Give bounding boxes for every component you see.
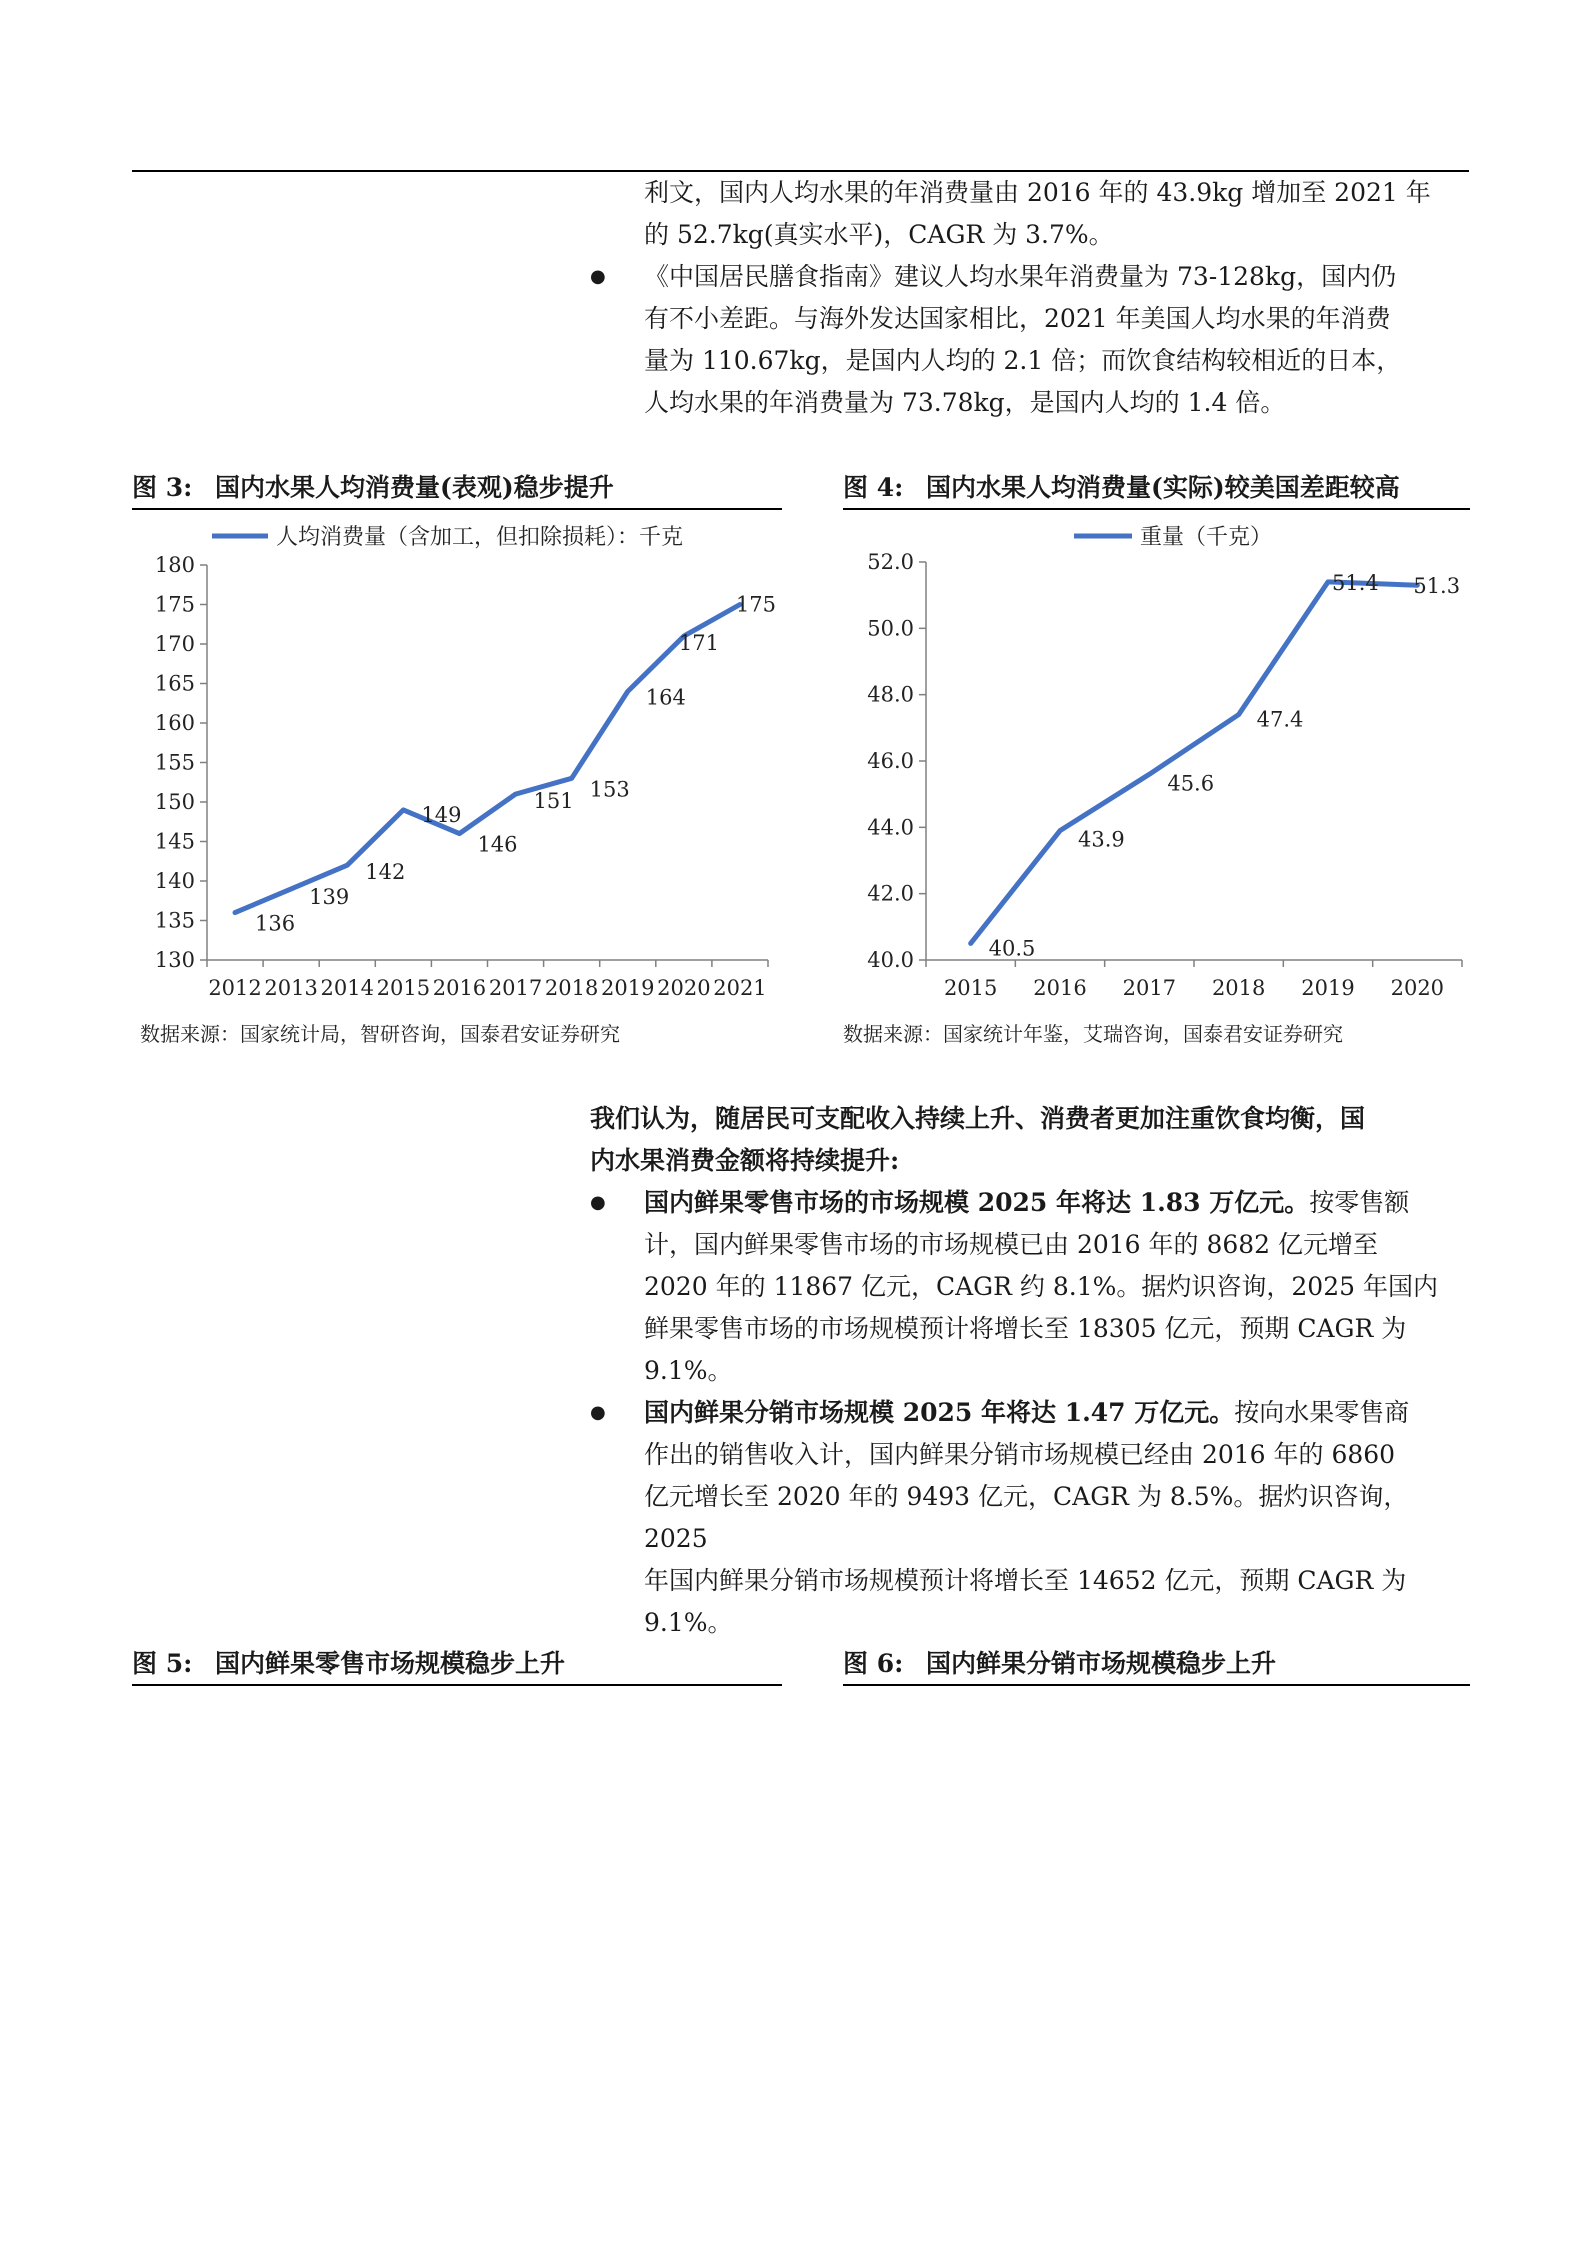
figure-6-title xyxy=(843,1646,1470,1686)
distribution-line-2: 作出的销售收入计，国内鲜果分销市场规模已经由 2016 年的 6860 xyxy=(644,1440,1396,1469)
figure-4-heading: 国内水果人均消费量(实际)较美国差距较高 xyxy=(926,473,1400,502)
data-label: 47.4 xyxy=(1256,707,1304,732)
y-tick-label: 48.0 xyxy=(867,682,914,707)
x-tick-label: 2018 xyxy=(1211,976,1266,1000)
data-label: 149 xyxy=(421,802,462,827)
data-label: 171 xyxy=(678,631,719,656)
retail-first-rest: 按零售额 xyxy=(1309,1188,1410,1217)
x-tick-label: 2017 xyxy=(488,976,543,1000)
y-tick-label: 140 xyxy=(154,869,195,893)
x-tick-label: 2016 xyxy=(1033,976,1087,1000)
distribution-line-5: 9.1%。 xyxy=(644,1608,733,1637)
x-tick-label: 2017 xyxy=(1122,976,1177,1000)
data-label: 146 xyxy=(477,832,518,857)
retail-line-5: 9.1%。 xyxy=(644,1356,733,1385)
intro-line-1: 利文，国内人均水果的年消费量由 2016 年的 43.9kg 增加至 2021 年 xyxy=(644,178,1431,207)
chart-fig4 xyxy=(826,512,1470,1010)
data-label: 45.6 xyxy=(1167,771,1215,796)
figure-3-title xyxy=(132,470,782,510)
figure-3-heading: 国内水果人均消费量(表观)稳步提升 xyxy=(215,473,614,502)
y-tick-label: 52.0 xyxy=(867,550,914,574)
figure-3-source: 数据来源：国家统计局，智研咨询，国泰君安证券研究 xyxy=(140,1022,620,1046)
distribution-first-rest: 按向水果零售商 xyxy=(1234,1398,1410,1427)
bullet-dot: ● xyxy=(590,1402,606,1423)
figure-5-title xyxy=(132,1646,782,1686)
y-tick-label: 130 xyxy=(154,948,195,972)
x-tick-label: 2016 xyxy=(432,976,487,1000)
bullet-dot: ● xyxy=(590,1192,606,1213)
x-tick-label: 2019 xyxy=(1301,976,1355,1000)
distribution-line-4: 年国内鲜果分销市场规模预计将增长至 14652 亿元，预期 CAGR 为 xyxy=(644,1566,1407,1595)
figure-5-label: 图 5: xyxy=(132,1649,193,1678)
x-tick-label: 2015 xyxy=(943,976,998,1000)
retail-line-1 xyxy=(644,1182,1470,1224)
x-tick-label: 2015 xyxy=(376,976,431,1000)
data-label: 43.9 xyxy=(1078,827,1125,852)
y-tick-label: 50.0 xyxy=(867,616,914,641)
data-label: 51.3 xyxy=(1413,574,1461,599)
distribution-bold: 国内鲜果分销市场规模 2025 年将达 1.47 万亿元。 xyxy=(644,1398,1235,1427)
x-tick-label: 2018 xyxy=(544,976,599,1000)
y-tick-label: 160 xyxy=(154,711,195,735)
data-label: 151 xyxy=(533,789,574,814)
figure-5-heading: 国内鲜果零售市场规模稳步上升 xyxy=(215,1649,566,1678)
x-tick-label: 2014 xyxy=(320,976,374,1000)
x-tick-label: 2013 xyxy=(264,976,318,1000)
conclusion-lead-2: 内水果消费金额将持续提升: xyxy=(590,1146,900,1175)
intro-bullet-line-1: 《中国居民膳食指南》建议人均水果年消费量为 73-128kg，国内仍 xyxy=(644,262,1397,291)
legend xyxy=(212,525,683,550)
y-tick-label: 150 xyxy=(154,790,195,814)
data-label: 51.4 xyxy=(1332,570,1379,595)
y-tick-label: 165 xyxy=(154,671,195,696)
x-tick-label: 2012 xyxy=(208,976,262,1000)
intro-bullet-line-3: 量为 110.67kg，是国内人均的 2.1 倍；而饮食结构较相近的日本， xyxy=(644,346,1402,375)
figure-6-heading: 国内鲜果分销市场规模稳步上升 xyxy=(926,1649,1277,1678)
x-tick-label: 2020 xyxy=(657,976,711,1000)
y-tick-label: 170 xyxy=(154,632,195,656)
y-tick-label: 180 xyxy=(154,553,195,577)
distribution-bullet xyxy=(590,1392,1470,1644)
intro-bullet-line-2: 有不小差距。与海外发达国家相比，2021 年美国人均水果的年消费 xyxy=(644,304,1391,333)
data-label: 139 xyxy=(309,884,350,909)
y-tick-label: 145 xyxy=(154,829,195,854)
intro-text xyxy=(590,172,1470,424)
conclusion-lead-1: 我们认为，随居民可支配收入持续上升、消费者更加注重饮食均衡，国 xyxy=(590,1104,1366,1133)
figure-4-title xyxy=(843,470,1470,510)
data-label: 142 xyxy=(365,860,406,885)
legend-label: 重量（千克） xyxy=(1140,525,1273,550)
figure-4-source: 数据来源：国家统计年鉴，艾瑞咨询，国泰君安证券研究 xyxy=(843,1022,1343,1046)
figure-4-label: 图 4: xyxy=(843,473,904,502)
x-tick-label: 2020 xyxy=(1390,976,1445,1000)
figure-6-label: 图 6: xyxy=(843,1649,904,1678)
data-label: 153 xyxy=(589,777,630,802)
intro-bullet-line-4: 人均水果的年消费量为 73.78kg，是国内人均的 1.4 倍。 xyxy=(644,388,1286,417)
intro-bullet xyxy=(590,256,1470,424)
y-tick-label: 155 xyxy=(154,750,195,775)
y-tick-label: 44.0 xyxy=(867,815,914,840)
series-line xyxy=(235,605,740,913)
distribution-line-3: 亿元增长至 2020 年的 9493 亿元，CAGR 为 8.5%。据灼识咨询，2025 xyxy=(644,1482,1409,1553)
legend-label: 人均消费量（含加工，但扣除损耗）：千克 xyxy=(276,525,684,550)
y-tick-label: 175 xyxy=(154,592,195,617)
y-tick-label: 40.0 xyxy=(867,948,914,972)
x-tick-label: 2019 xyxy=(601,976,655,1000)
legend xyxy=(1074,525,1272,550)
intro-line-2: 的 52.7kg(真实水平)，CAGR 为 3.7%。 xyxy=(644,220,1114,249)
data-label: 136 xyxy=(255,911,296,936)
y-tick-label: 42.0 xyxy=(867,881,914,906)
data-label: 175 xyxy=(735,592,777,617)
retail-bullet xyxy=(590,1182,1470,1392)
retail-line-2: 计，国内鲜果零售市场的市场规模已由 2016 年的 8682 亿元增至 xyxy=(644,1230,1379,1259)
y-tick-label: 46.0 xyxy=(867,749,914,773)
data-label: 40.5 xyxy=(988,936,1036,961)
chart-fig3 xyxy=(132,512,782,1010)
series-line xyxy=(971,582,1418,944)
figure-3-label: 图 3: xyxy=(132,473,193,502)
conclusion-text xyxy=(590,1098,1470,1644)
y-tick-label: 135 xyxy=(154,908,195,933)
retail-line-3: 2020 年的 11867 亿元，CAGR 约 8.1%。据灼识咨询，2025 年国内 xyxy=(644,1272,1438,1301)
distribution-line-1 xyxy=(644,1392,1470,1434)
x-tick-label: 2021 xyxy=(713,976,767,1000)
data-label: 164 xyxy=(645,685,686,710)
bullet-dot: ● xyxy=(590,266,606,287)
retail-bold: 国内鲜果零售市场的市场规模 2025 年将达 1.83 万亿元。 xyxy=(644,1188,1310,1217)
retail-line-4: 鲜果零售市场的市场规模预计将增长至 18305 亿元，预期 CAGR 为 xyxy=(644,1314,1407,1343)
